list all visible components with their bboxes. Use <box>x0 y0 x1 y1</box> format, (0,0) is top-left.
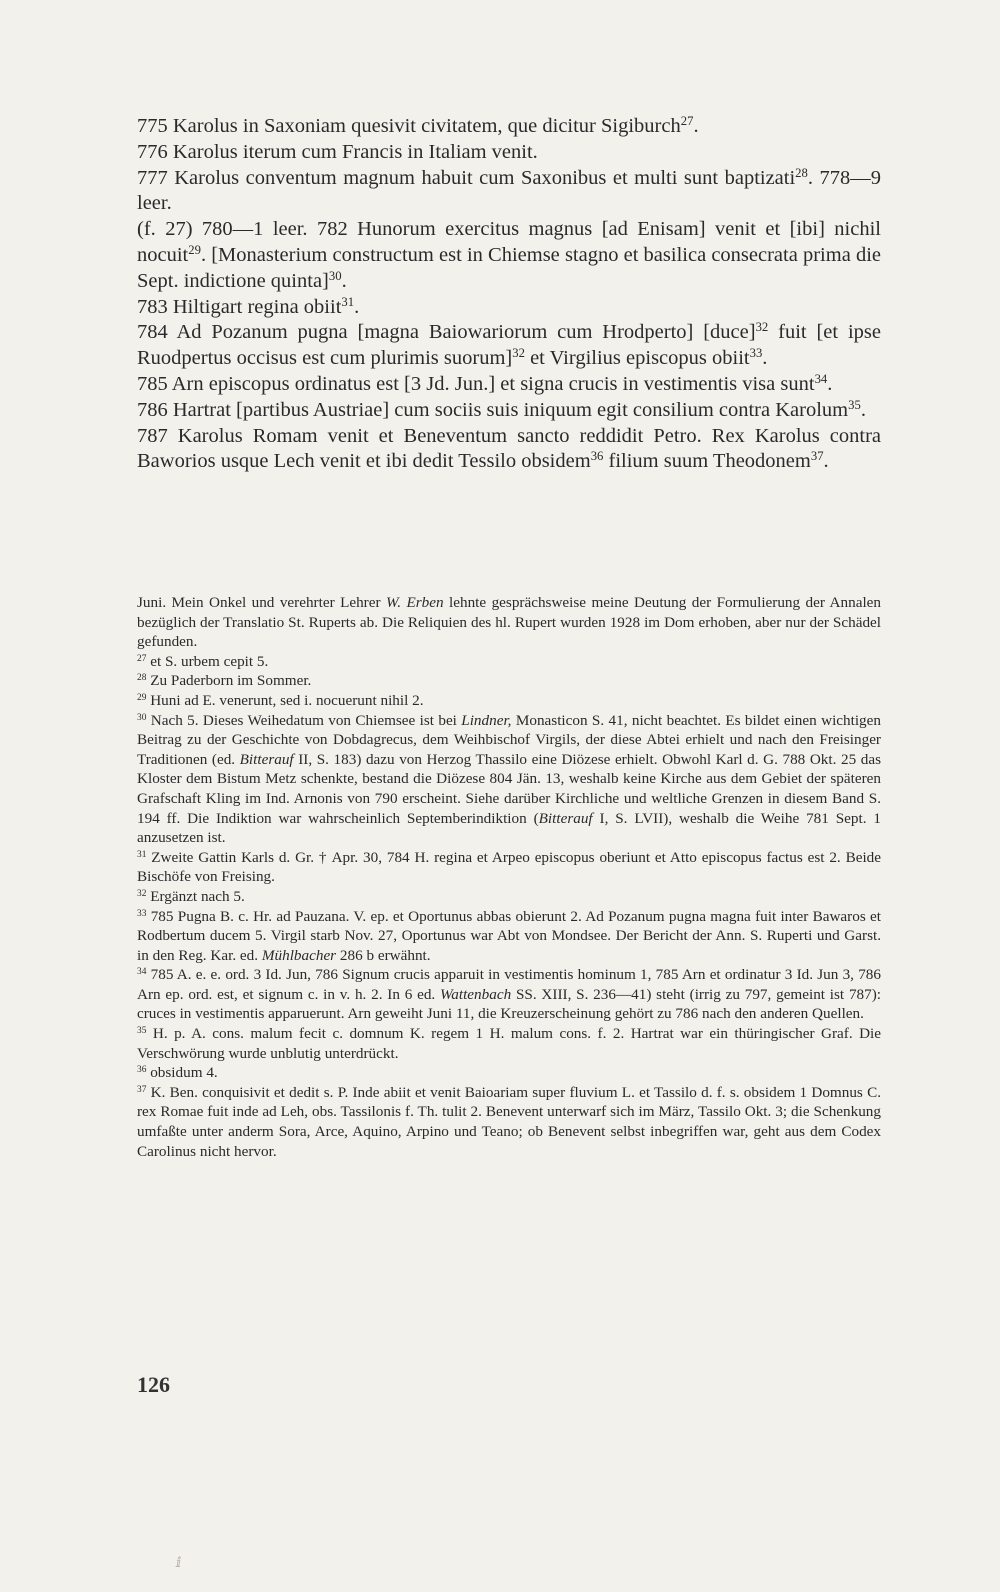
footnote-ref-33: 33 <box>749 346 763 361</box>
footnote-36: $^{36}$ obsidum 4. <box>137 1064 218 1082</box>
footnote-ref-35: 35 <box>848 397 861 412</box>
footnote-27: $^{27}$ et S. urbem cepit 5. <box>137 652 269 670</box>
footnote-ref-37: 37 <box>810 449 824 464</box>
footnote-31: $^{31}$ Zweite Gattin Karls d. Gr. † Apr. 30, 784 H. regina et Arpeo episcopus oberiunt et Atto episcopus factus est 2. Beide Bischöfe von Freising. <box>137 848 881 886</box>
page-number: 126 <box>137 1372 170 1397</box>
scan-speck-mark: ⅈ <box>176 1556 182 1571</box>
footnote-ref-30: 30 <box>328 268 342 283</box>
footnote-ref-32b: 32 <box>512 346 525 361</box>
annal-entry-784: 784 Ad Pozanum pugna [magna Baiowariorum cum Hrodperto] [duce]$^{32}$ fuit [et ipse Ruodpertus occisus est cum plurimis suorum]$^{32}$ et Virgilius episcopus obiit$^{33}$. <box>137 320 881 370</box>
annal-entry-777: 777 Karolus conventum magnum habuit cum Saxonibus et multi sunt baptizati$^{28}$. 778—9 leer. <box>137 165 881 215</box>
footnote-ref-34: 34 <box>814 371 828 386</box>
footnote-37: $^{37}$ K. Ben. conquisivit et dedit s. P. Inde abiit et venit Baioariam super fluvium L. et Tassilo d. f. s. obsidem 1 Domnus C. rex Romae fuit inde ad Leh, obs. Tassilonis f. Th. tulit 2. Benevent unterwarf sich im März, Tassilo Okt. 3; die Schenkung umfaßte unter anderm Sora, Arce, Aquino, Arpino und Teano; ob Benevent selbst inbegriffen war, geht aus dem Codex Carolinus nicht hervor. <box>137 1083 881 1160</box>
footnote-30: $^{30}$ Nach 5. Dieses Weihedatum von Chiemsee ist bei Lindner, Monasticon S. 41, nicht beachtet. Es bildet einen wichtigen Beitrag zu der Geschichte von Dobdagrecus, dem Weihbischof Virgils, der diese Abtei erhielt und nach den Freisinger Traditionen (ed. Bitterauf II, S. 183) dazu von Herzog Thassilo eine Diözese erhielt. Obwohl Karl d. G. 788 Okt. 25 das Kloster dem Bistum Metz schenkte, bestand die Diözese 804 Jän. 13, weshalb keine Kirche aus dem Gebiet der späteren Grafschaft Kling im Ind. Arnonis von 790 erscheint. Siehe darüber Kirchliche und weltliche Grenzen in diesem Band S. 194 ff. Die Indiktion war wahrscheinlich Septemberindiktion (Bitterauf I, S. LVII), weshalb die Weihe 781 Sept. 1 anzusetzen ist. <box>137 711 881 847</box>
footnote-ref-27: 27 <box>680 114 694 129</box>
footnote-ref-36: 36 <box>590 449 604 464</box>
footnote-33: $^{33}$ 785 Pugna B. c. Hr. ad Pauzana. V. ep. et Oportunus abbas obierunt 2. Ad Pozanum pugna magna fuit inter Bawaros et Rodbertum ducem 5. Virgil starb Nov. 27, Oportunus war Abt von Mondsee. Der Bericht der Ann. S. Ruperti und Garst. in den Reg. Kar. ed. Mühlbacher 286 b erwähnt. <box>137 907 881 964</box>
footnotes-section <box>137 593 881 1161</box>
footnote-32: $^{32}$ Ergänzt nach 5. <box>137 887 245 905</box>
annal-entry-775: 775 Karolus in Saxoniam quesivit civitatem, que dicitur Sigiburch$^{27}$. <box>137 114 699 137</box>
footnote-continuation: Juni. Mein Onkel und verehrter Lehrer W. Erben lehnte gesprächsweise meine Deutung der Formulierung der Annalen bezüglich der Translatio St. Ruperts ab. Die Reliquien des hl. Rupert wurden 1928 im Dom erhoben, aber nur der Schädel gefunden. <box>137 594 882 651</box>
annals-main-text <box>137 114 881 475</box>
annal-entry-783: 783 Hiltigart regina obiit$^{31}$. <box>137 294 360 318</box>
annal-entry-785: 785 Arn episcopus ordinatus est [3 Jd. Jun.] et signa crucis in vestimentis visa sunt$^{34}$. <box>137 371 833 395</box>
annal-entry-776: 776 Karolus iterum cum Francis in Italiam venit. <box>137 140 538 163</box>
footnote-28: $^{28}$ Zu Paderborn im Sommer. <box>137 672 312 690</box>
footnote-34: $^{34}$ 785 A. e. e. ord. 3 Id. Jun, 786 Signum crucis apparuit in vestimentis hominum 1, 785 Arn et ordinatur 3 Id. Jun 3, 786 Arn ep. ord. est, et signum c. in v. h. 2. In 6 ed. Wattenbach SS. XIII, S. 236—41) steht (irrig zu 797, gemeint ist 787): cruces in vestimentis apparuerunt. Arn geweiht Juni 11, die Kreuzerscheinung gehört zu 786 nach den anderen Quellen. <box>137 966 881 1023</box>
annal-entry-786: 786 Hartrat [partibus Austriae] cum sociis suis iniquum egit consilium contra Karolum$^{35}$. <box>137 397 866 421</box>
footnote-ref-32a: 32 <box>755 320 769 335</box>
footnote-29: $^{29}$ Huni ad E. venerunt, sed i. nocuerunt nihil 2. <box>137 691 424 709</box>
footnote-ref-31: 31 <box>341 294 355 309</box>
footnote-ref-29: 29 <box>188 243 201 257</box>
footnote-ref-28: 28 <box>795 165 808 180</box>
footnote-35: $^{35}$ H. p. A. cons. malum fecit c. domnum K. regem 1 H. malum cons. f. 2. Hartrat war ein thüringischer Graf. Die Verschwörung wurde unblutig unterdrückt. <box>137 1025 881 1062</box>
annal-entry-787: 787 Karolus Romam venit et Beneventum sancto reddidit Petro. Rex Karolus contra Baworios usque Lech venit et ibi dedit Tessilo obsidem$^{36}$ filium suum Theodonem$^{37}$. <box>137 424 881 473</box>
annal-entry-780-782: (f. 27) 780—1 leer. 782 Hunorum exercitus magnus [ad Enisam] venit et [ibi] nichil nocuit$^{29}$. [Monasterium constructum est in Chiemse stagno et basilica consecrata prima die Sept. indictione quinta]$^{30}$. <box>137 218 881 292</box>
